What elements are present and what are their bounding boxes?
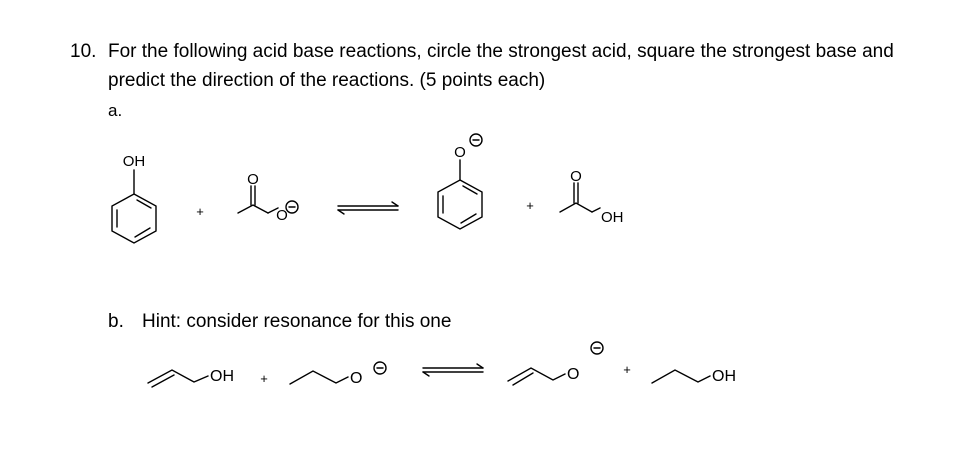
propoxide-o: O [350,370,363,387]
plus-sign-a2: + [526,198,534,213]
acetic-acid-structure [560,183,600,212]
part-b-hint: Hint: consider resonance for this one [142,311,452,332]
plus-sign-b1: + [260,371,268,386]
phenoxide-o: O [454,144,466,161]
acetic-carbonyl-o: O [570,168,582,185]
acetate-carbonyl-o: O [247,171,259,188]
equilibrium-arrows-b [423,364,483,376]
allyl-alcohol-structure [148,370,208,387]
acetate-anion-o: O [276,207,288,224]
part-a-label: a. [108,101,123,120]
question-text-line2: predict the direction of the reactions. (5 points each) [108,70,546,91]
phenol-oh-label: OH [122,153,146,170]
question-number: 10. [70,41,97,62]
plus-sign-a1: + [196,204,204,219]
propoxide-structure [290,362,386,384]
part-b-label: b. [108,311,124,332]
propanol-structure [652,370,710,383]
propanol-oh-label: OH [712,368,736,385]
acetic-oh-label: OH [601,209,624,226]
allyl-oh-label: OH [210,368,234,385]
acetate-structure [238,186,298,213]
question-text-line1: For the following acid base reactions, circle the strongest acid, square the strongest base and [108,41,894,62]
phenol-structure [112,170,156,243]
equilibrium-arrows-a [338,202,398,214]
allyloxide-structure [508,342,603,385]
plus-sign-b2: + [623,362,631,377]
allyloxide-o: O [567,366,580,383]
